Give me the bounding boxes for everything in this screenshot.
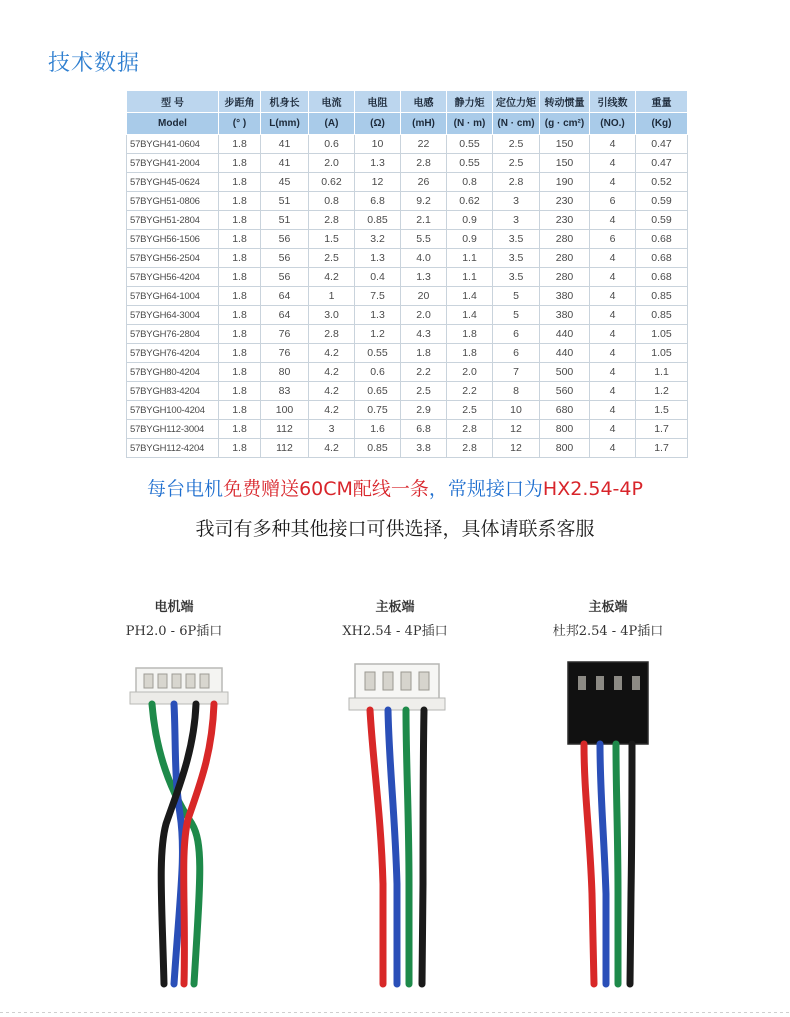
table-cell: 0.68	[636, 268, 688, 287]
model-cell: 57BYGH56-4204	[127, 268, 219, 287]
table-cell: 4	[590, 401, 636, 420]
table-cell: 45	[261, 173, 309, 192]
table-cell: 440	[540, 325, 590, 344]
ph20-6p-connector-illustration	[64, 654, 284, 1004]
table-cell: 6	[590, 230, 636, 249]
wire-blue	[388, 710, 397, 984]
table-cell: 0.47	[636, 154, 688, 173]
table-cell: 4	[590, 287, 636, 306]
table-cell: 1.5	[636, 401, 688, 420]
table-row	[127, 268, 688, 287]
wire-blue	[600, 744, 606, 984]
table-cell: 56	[261, 230, 309, 249]
table-cell: 4.2	[309, 344, 355, 363]
column-header-unit: (N · m)	[447, 113, 493, 135]
table-cell: 56	[261, 268, 309, 287]
table-cell: 1.8	[219, 439, 261, 458]
model-cell: 57BYGH76-4204	[127, 344, 219, 363]
table-cell: 12	[493, 439, 540, 458]
model-cell: 57BYGH51-2804	[127, 211, 219, 230]
table-cell: 3.8	[401, 439, 447, 458]
table-cell: 4	[590, 439, 636, 458]
column-header-unit: (Kg)	[636, 113, 688, 135]
table-cell: 1.7	[636, 420, 688, 439]
table-cell: 1.8	[219, 192, 261, 211]
column-header-cn: 电流	[309, 91, 355, 113]
table-cell: 1.8	[401, 344, 447, 363]
table-cell: 2.0	[309, 154, 355, 173]
model-cell: 57BYGH112-3004	[127, 420, 219, 439]
column-header-unit: (° )	[219, 113, 261, 135]
table-cell: 380	[540, 287, 590, 306]
table-cell: 2.5	[493, 154, 540, 173]
table-cell: 0.52	[636, 173, 688, 192]
table-cell: 0.85	[355, 439, 401, 458]
note-part-3: ，常规接口为	[428, 478, 543, 500]
wire-green	[616, 744, 618, 984]
table-cell: 4.2	[309, 401, 355, 420]
wire-red	[370, 710, 383, 984]
table-cell: 0.75	[355, 401, 401, 420]
table-cell: 800	[540, 420, 590, 439]
table-cell: 3	[309, 420, 355, 439]
connector-subtitle: 杜邦2.54 - 4P插口	[552, 624, 664, 639]
table-cell: 2.2	[447, 382, 493, 401]
table-row	[127, 439, 688, 458]
table-cell: 2.5	[493, 135, 540, 154]
column-header-cn: 静力矩	[447, 91, 493, 113]
table-cell: 1.8	[219, 401, 261, 420]
table-cell: 12	[355, 173, 401, 192]
table-cell: 6.8	[401, 420, 447, 439]
table-row	[127, 249, 688, 268]
table-cell: 560	[540, 382, 590, 401]
model-cell: 57BYGH100-4204	[127, 401, 219, 420]
table-cell: 6	[590, 192, 636, 211]
table-body	[127, 135, 688, 458]
contact-note: 我司有多种其他接口可供选择，具体请联系客服	[195, 518, 595, 540]
column-header-cn: 机身长	[261, 91, 309, 113]
table-cell: 22	[401, 135, 447, 154]
table-cell: 2.8	[447, 420, 493, 439]
connector-board-dupont	[498, 596, 718, 1006]
column-header-unit: (mH)	[401, 113, 447, 135]
table-cell: 4.0	[401, 249, 447, 268]
table-cell: 6	[493, 325, 540, 344]
table-cell: 1.8	[219, 363, 261, 382]
column-header-unit: (Ω)	[355, 113, 401, 135]
model-cell: 57BYGH45-0624	[127, 173, 219, 192]
table-cell: 2.8	[447, 439, 493, 458]
table-row	[127, 211, 688, 230]
table-cell: 2.5	[447, 401, 493, 420]
table-cell: 5.5	[401, 230, 447, 249]
table-cell: 3.0	[309, 306, 355, 325]
table-cell: 10	[355, 135, 401, 154]
wire-green	[406, 710, 409, 984]
table-cell: 51	[261, 192, 309, 211]
model-cell: 57BYGH64-1004	[127, 287, 219, 306]
model-cell: 57BYGH83-4204	[127, 382, 219, 401]
table-cell: 2.1	[401, 211, 447, 230]
table-cell: 680	[540, 401, 590, 420]
table-cell: 0.68	[636, 230, 688, 249]
table-cell: 1.4	[447, 287, 493, 306]
table-row	[127, 173, 688, 192]
bottom-divider	[0, 1012, 790, 1013]
table-cell: 1.6	[355, 420, 401, 439]
table-row	[127, 401, 688, 420]
table-cell: 0.59	[636, 192, 688, 211]
table-cell: 0.55	[355, 344, 401, 363]
table-cell: 12	[493, 420, 540, 439]
free-cable-note	[0, 474, 790, 501]
table-cell: 112	[261, 420, 309, 439]
table-cell: 230	[540, 192, 590, 211]
table-cell: 8	[493, 382, 540, 401]
table-cell: 1.1	[636, 363, 688, 382]
table-row	[127, 382, 688, 401]
table-cell: 1.4	[447, 306, 493, 325]
note-part-1: 每台电机	[147, 478, 224, 500]
model-cell: 57BYGH51-0806	[127, 192, 219, 211]
table-cell: 1.8	[447, 325, 493, 344]
table-cell: 0.85	[636, 306, 688, 325]
table-cell: 0.68	[636, 249, 688, 268]
dupont-4p-connector-illustration	[498, 654, 718, 1004]
table-cell: 1.8	[219, 230, 261, 249]
table-cell: 100	[261, 401, 309, 420]
table-cell: 2.8	[493, 173, 540, 192]
table-cell: 1.3	[355, 249, 401, 268]
model-cell: 57BYGH76-2804	[127, 325, 219, 344]
wire-black	[630, 744, 632, 984]
table-cell: 9.2	[401, 192, 447, 211]
table-row	[127, 344, 688, 363]
table-cell: 1.8	[219, 344, 261, 363]
table-cell: 0.6	[355, 363, 401, 382]
table-row	[127, 287, 688, 306]
column-header-unit: Model	[127, 113, 219, 135]
table-cell: 800	[540, 439, 590, 458]
table-row	[127, 154, 688, 173]
connector-board-xh	[285, 596, 505, 1006]
table-cell: 280	[540, 230, 590, 249]
table-cell: 1.8	[219, 135, 261, 154]
table-cell: 0.65	[355, 382, 401, 401]
column-header-cn: 引线数	[590, 91, 636, 113]
table-cell: 1.3	[401, 268, 447, 287]
table-cell: 0.9	[447, 230, 493, 249]
table-cell: 2.9	[401, 401, 447, 420]
column-header-cn: 步距角	[219, 91, 261, 113]
table-cell: 4	[590, 344, 636, 363]
table-cell: 3.5	[493, 230, 540, 249]
table-cell: 500	[540, 363, 590, 382]
table-cell: 1.8	[219, 325, 261, 344]
table-cell: 2.0	[447, 363, 493, 382]
table-cell: 5	[493, 287, 540, 306]
table-cell: 3.2	[355, 230, 401, 249]
table-cell: 3	[493, 211, 540, 230]
table-cell: 0.55	[447, 154, 493, 173]
spec-table	[126, 90, 688, 458]
table-cell: 4.2	[309, 363, 355, 382]
model-cell: 57BYGH64-3004	[127, 306, 219, 325]
table-cell: 10	[493, 401, 540, 420]
section-title: 技术数据	[48, 51, 141, 76]
table-cell: 1	[309, 287, 355, 306]
table-cell: 1.8	[219, 306, 261, 325]
table-cell: 1.1	[447, 249, 493, 268]
note-part-2: 免费赠送60CM配线一条	[223, 478, 429, 500]
table-cell: 150	[540, 154, 590, 173]
table-cell: 83	[261, 382, 309, 401]
connector-title: 电机端	[154, 600, 194, 615]
column-header-unit: L(mm)	[261, 113, 309, 135]
table-cell: 0.62	[309, 173, 355, 192]
table-cell: 1.8	[219, 420, 261, 439]
table-row	[127, 306, 688, 325]
model-cell: 57BYGH56-2504	[127, 249, 219, 268]
table-cell: 4	[590, 382, 636, 401]
table-cell: 2.8	[309, 211, 355, 230]
table-cell: 0.62	[447, 192, 493, 211]
table-cell: 0.6	[309, 135, 355, 154]
table-cell: 51	[261, 211, 309, 230]
column-header-unit: (NO.)	[590, 113, 636, 135]
table-cell: 3	[493, 192, 540, 211]
table-cell: 4	[590, 135, 636, 154]
model-cell: 57BYGH56-1506	[127, 230, 219, 249]
wire-red	[584, 744, 594, 984]
table-cell: 4.3	[401, 325, 447, 344]
table-cell: 1.2	[636, 382, 688, 401]
column-header-cn: 重量	[636, 91, 688, 113]
table-cell: 1.1	[447, 268, 493, 287]
connector-subtitle: XH2.54 - 4P插口	[342, 624, 448, 639]
table-row	[127, 230, 688, 249]
table-cell: 4	[590, 211, 636, 230]
column-header-cn: 型 号	[127, 91, 219, 113]
table-cell: 2.5	[401, 382, 447, 401]
table-cell: 440	[540, 344, 590, 363]
table-cell: 4	[590, 154, 636, 173]
table-row	[127, 135, 688, 154]
column-header-cn: 定位力矩	[493, 91, 540, 113]
table-cell: 64	[261, 287, 309, 306]
table-cell: 64	[261, 306, 309, 325]
table-row	[127, 363, 688, 382]
table-cell: 20	[401, 287, 447, 306]
table-cell: 7	[493, 363, 540, 382]
table-cell: 1.8	[219, 249, 261, 268]
table-cell: 4	[590, 363, 636, 382]
table-cell: 0.85	[355, 211, 401, 230]
connector-motor-side	[64, 596, 284, 1006]
table-cell: 1.8	[219, 268, 261, 287]
table-cell: 0.8	[309, 192, 355, 211]
table-cell: 1.3	[355, 306, 401, 325]
table-cell: 76	[261, 344, 309, 363]
connector-housing	[568, 662, 648, 744]
table-header-row-unit	[127, 113, 688, 135]
connector-subtitle: PH2.0 - 6P插口	[125, 624, 223, 639]
table-cell: 4	[590, 325, 636, 344]
model-cell: 57BYGH41-0604	[127, 135, 219, 154]
column-header-unit: (g · cm²)	[540, 113, 590, 135]
table-cell: 1.8	[219, 287, 261, 306]
table-cell: 1.8	[219, 173, 261, 192]
table-cell: 1.2	[355, 325, 401, 344]
table-cell: 4	[590, 306, 636, 325]
table-cell: 4	[590, 420, 636, 439]
xh254-4p-connector-illustration	[285, 654, 505, 1004]
table-cell: 3.5	[493, 249, 540, 268]
table-row	[127, 325, 688, 344]
table-cell: 7.5	[355, 287, 401, 306]
table-cell: 6	[493, 344, 540, 363]
table-cell: 56	[261, 249, 309, 268]
table-cell: 4.2	[309, 439, 355, 458]
connector-title: 主板端	[375, 600, 415, 615]
table-cell: 80	[261, 363, 309, 382]
table-cell: 4.2	[309, 382, 355, 401]
table-cell: 2.5	[309, 249, 355, 268]
table-cell: 1.8	[219, 154, 261, 173]
table-cell: 26	[401, 173, 447, 192]
table-cell: 0.9	[447, 211, 493, 230]
table-cell: 1.05	[636, 344, 688, 363]
column-header-cn: 转动惯量	[540, 91, 590, 113]
table-cell: 4	[590, 268, 636, 287]
table-cell: 2.2	[401, 363, 447, 382]
table-cell: 0.4	[355, 268, 401, 287]
column-header-cn: 电阻	[355, 91, 401, 113]
table-cell: 2.8	[309, 325, 355, 344]
table-cell: 0.47	[636, 135, 688, 154]
table-cell: 4.2	[309, 268, 355, 287]
connector-title: 主板端	[588, 600, 628, 615]
table-cell: 2.8	[401, 154, 447, 173]
table-cell: 4	[590, 249, 636, 268]
table-cell: 280	[540, 268, 590, 287]
table-row	[127, 192, 688, 211]
connector-base	[349, 698, 445, 710]
table-cell: 4	[590, 173, 636, 192]
table-cell: 1.3	[355, 154, 401, 173]
table-cell: 150	[540, 135, 590, 154]
column-header-unit: (N · cm)	[493, 113, 540, 135]
table-cell: 1.7	[636, 439, 688, 458]
table-cell: 0.59	[636, 211, 688, 230]
column-header-cn: 电感	[401, 91, 447, 113]
table-cell: 1.8	[219, 211, 261, 230]
model-cell: 57BYGH112-4204	[127, 439, 219, 458]
table-cell: 0.55	[447, 135, 493, 154]
table-cell: 41	[261, 135, 309, 154]
table-cell: 3.5	[493, 268, 540, 287]
table-cell: 1.8	[219, 382, 261, 401]
table-cell: 380	[540, 306, 590, 325]
model-cell: 57BYGH80-4204	[127, 363, 219, 382]
table-cell: 0.8	[447, 173, 493, 192]
table-header-row-cn	[127, 91, 688, 113]
table-cell: 5	[493, 306, 540, 325]
table-cell: 1.5	[309, 230, 355, 249]
table-cell: 2.0	[401, 306, 447, 325]
table-cell: 41	[261, 154, 309, 173]
table-cell: 6.8	[355, 192, 401, 211]
table-cell: 230	[540, 211, 590, 230]
table-cell: 190	[540, 173, 590, 192]
note-part-4: HX2.54-4P	[542, 478, 643, 500]
table-cell: 76	[261, 325, 309, 344]
wire-black	[422, 710, 424, 984]
table-cell: 0.85	[636, 287, 688, 306]
table-cell: 280	[540, 249, 590, 268]
table-cell: 1.05	[636, 325, 688, 344]
model-cell: 57BYGH41-2004	[127, 154, 219, 173]
table-cell: 112	[261, 439, 309, 458]
table-row	[127, 420, 688, 439]
table-cell: 1.8	[447, 344, 493, 363]
column-header-unit: (A)	[309, 113, 355, 135]
